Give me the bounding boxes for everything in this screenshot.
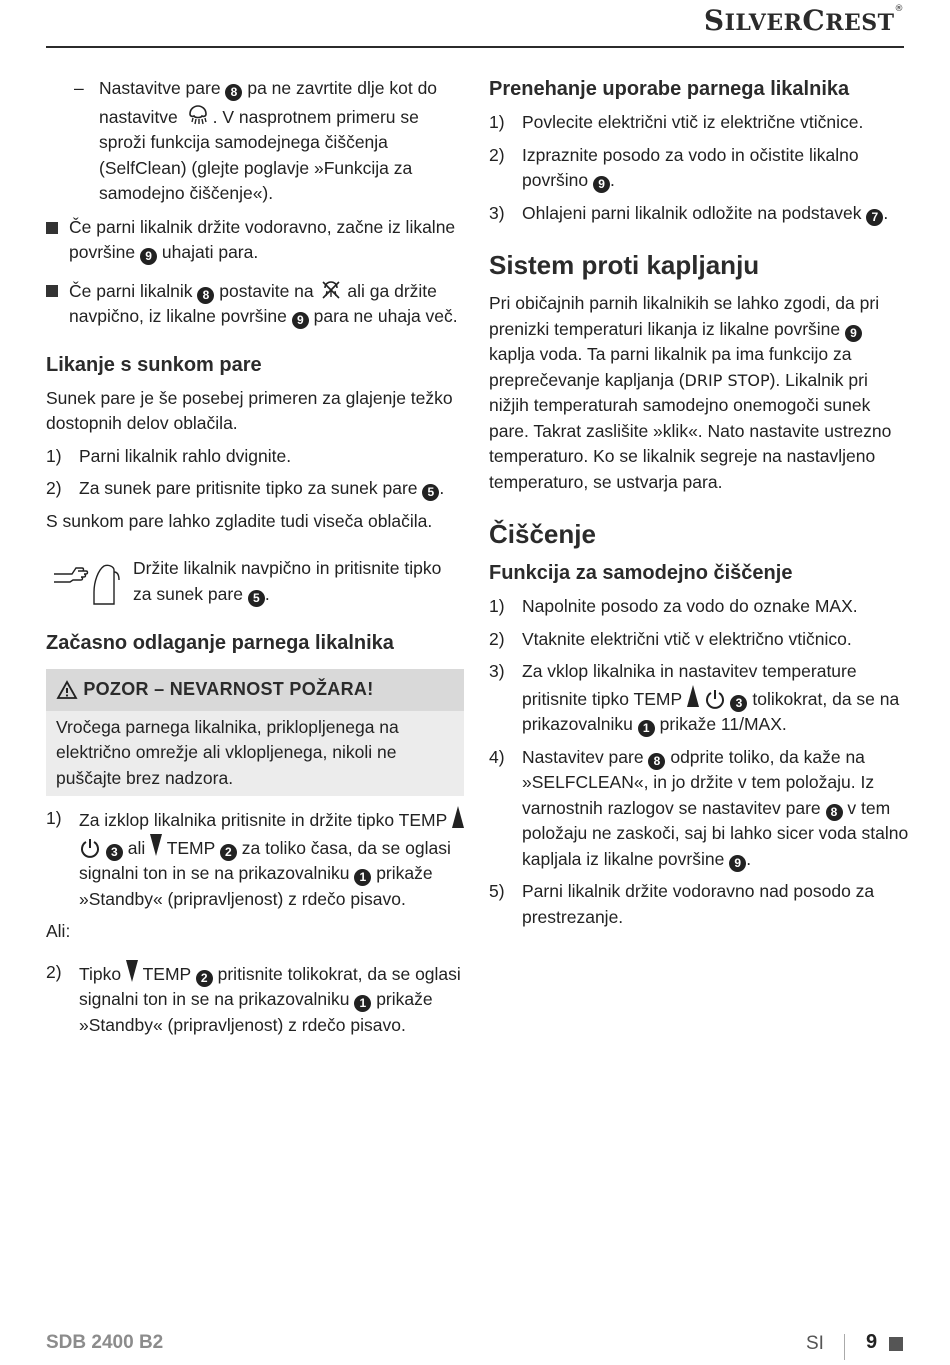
selfclean-icon xyxy=(183,102,213,128)
drip-text: Pri običajnih parnih likalnikih se lahko zgodi, da pri prenizki temperaturi likanja iz likalne površine 9 kaplja voda. Ta parni likalnik pa ima funkcijo za preprečevanje kapljanja (DRIP STOP). Likalnik pri nižjih temperaturah samodejno onemogoči sunek pare. Takrat zaslišite »klik«. Nato nastavite ustrezno temperaturo. Ko se likalnik segreje na nastavljeno temperaturo, se ustvarja para. xyxy=(489,293,892,492)
right-column xyxy=(489,76,909,937)
clean-step-5: 5) Parni likalnik držite vodoravno nad posodo za prestrezanje. xyxy=(489,881,875,927)
stop-step-1: 1) Povlecite električni vtič iz električne vtičnice. xyxy=(489,112,864,132)
heading-cleaning: Čiščenje xyxy=(489,519,596,549)
clean-step-4: 4) Nastavitev pare 8 odprite toliko, da kaže na »SELFCLEAN«, in jo držite v tem položaju. Iz varnostnih razlogov se nastavitev pare 8 v tem položaju ne zaskoči, saj bi lahko sicer voda stalno kapljala iz likalne površine 9 . xyxy=(489,746,909,870)
callout-9: 9 xyxy=(292,312,309,329)
warning-box xyxy=(46,669,464,796)
clean-step-2: 2) Vtaknite električni vtič v električno vtičnico. xyxy=(489,628,852,649)
temp-up-icon xyxy=(452,806,464,828)
callout-3: 3 xyxy=(730,695,747,712)
callout-1: 1 xyxy=(354,995,371,1012)
callout-9: 9 xyxy=(845,325,862,342)
burst-step-1: 1) Parni likalnik rahlo dvignite. xyxy=(46,445,292,466)
warning-title: POZOR – NEVARNOST POŽARA! xyxy=(46,669,464,711)
warning-icon xyxy=(56,680,78,700)
callout-9: 9 xyxy=(140,248,157,265)
footer-model: SDB 2400 B2 xyxy=(46,1332,164,1353)
power-icon xyxy=(79,837,101,859)
callout-8: 8 xyxy=(197,287,214,304)
warning-text: Vročega parnega likalnika, priklopljenega na električno omrežje ali vklopljenega, nikoli ne puščajte brez nadzora. xyxy=(46,711,464,797)
temp-down-icon xyxy=(150,834,162,856)
power-icon xyxy=(704,688,726,710)
left-column xyxy=(46,76,464,1045)
callout-5: 5 xyxy=(248,590,265,607)
callout-1: 1 xyxy=(638,720,655,737)
heading-steam-burst: Likanje s sunkom pare xyxy=(46,353,262,376)
callout-9: 9 xyxy=(729,855,746,872)
callout-2: 2 xyxy=(196,970,213,987)
bullet-vertical: Če parni likalnik 8 postavite na ali ga držite navpično, iz likalne površine 9 para ne uhaja več. xyxy=(46,278,464,330)
footer-square xyxy=(889,1337,903,1351)
callout-2: 2 xyxy=(220,844,237,861)
callout-9: 9 xyxy=(593,176,610,193)
heading-self-clean: Funkcija za samodejno čiščenje xyxy=(489,562,793,584)
stop-step-2: 2) Izpraznite posodo za vodo in očistite likalno površino 9 . xyxy=(489,144,859,191)
heading-stop-use: Prenehanje uporabe parnega likalnika xyxy=(489,78,850,100)
clean-step-3: 3) Za vklop likalnika in nastavitev temperature pritisnite tipko TEMP 3 tolikokrat, da se na prikazovalniku 1 prikaže 11/MAX. xyxy=(489,661,900,735)
callout-3: 3 xyxy=(106,844,123,861)
page-number: 9 xyxy=(866,1331,878,1353)
dash-item: – Nastavitve pare 8 pa ne zavrtite dlje kot do nastavitve . V nasprotnem primeru se sproži funkcija samodejnega čiščenja (SelfClean) (glejte poglavje »Funkcija za samodejno čiščenje«). xyxy=(74,78,438,203)
bullet-square xyxy=(46,285,58,297)
callout-7: 7 xyxy=(866,209,883,226)
temp-down-icon xyxy=(126,960,138,982)
bullet-horizontal: Če parni likalnik držite vodoravno, začne iz likalne površine 9 uhajati para. xyxy=(46,215,464,266)
heading-drip-stop: Sistem proti kapljanju xyxy=(489,250,760,280)
bullet-square xyxy=(46,222,58,234)
heading-temporary-placing: Začasno odlaganje parnega likalnika xyxy=(46,632,394,654)
burst-step-2: 2) Za sunek pare pritisnite tipko za sunek pare 5 . xyxy=(46,478,445,499)
brand-logo: SILVERCREST® xyxy=(703,4,904,37)
drip-stop-logo: DRIP STOP xyxy=(684,370,770,390)
header-rule xyxy=(46,46,904,48)
burst-note: S sunkom pare lahko zgladite tudi viseča oblačila. xyxy=(46,510,433,531)
callout-8: 8 xyxy=(648,753,665,770)
callout-1: 1 xyxy=(354,869,371,886)
no-steam-icon xyxy=(319,278,343,302)
clean-step-1: 1) Napolnite posodo za vodo do oznake MAX. xyxy=(489,596,858,616)
pause-step-1: 1) Za izklop likalnika pritisnite in držite tipko TEMP 3 ali TEMP 2 za toliko časa, da se oglasi signalni ton in se na prikazovalniku 1 prikaže »Standby« (pripravljenost) z rdečo pisavo. xyxy=(46,806,464,912)
callout-8: 8 xyxy=(225,84,242,101)
hand-pointing-iron-icon xyxy=(52,560,128,610)
callout-8: 8 xyxy=(826,804,843,821)
hint-vertical-iron: Držite likalnik navpično in pritisnite tipko za sunek pare 5 . xyxy=(46,556,464,608)
temp-up-icon xyxy=(687,685,699,707)
or-label: Ali: xyxy=(46,921,71,941)
callout-5: 5 xyxy=(422,484,439,501)
footer-language: SI xyxy=(806,1333,824,1354)
footer-separator xyxy=(844,1334,845,1360)
pause-step-2: 2) Tipko TEMP 2 pritisnite tolikokrat, da se oglasi signalni ton in se na prikazovalniku 1 prikaže »Standby« (pripravljenost) z rdečo pisavo. xyxy=(46,961,461,1035)
burst-intro: Sunek pare je še posebej primeren za glajenje težko dostopnih delov oblačila. xyxy=(46,387,453,433)
stop-step-3: 3) Ohlajeni parni likalnik odložite na podstavek 7 . xyxy=(489,202,889,224)
